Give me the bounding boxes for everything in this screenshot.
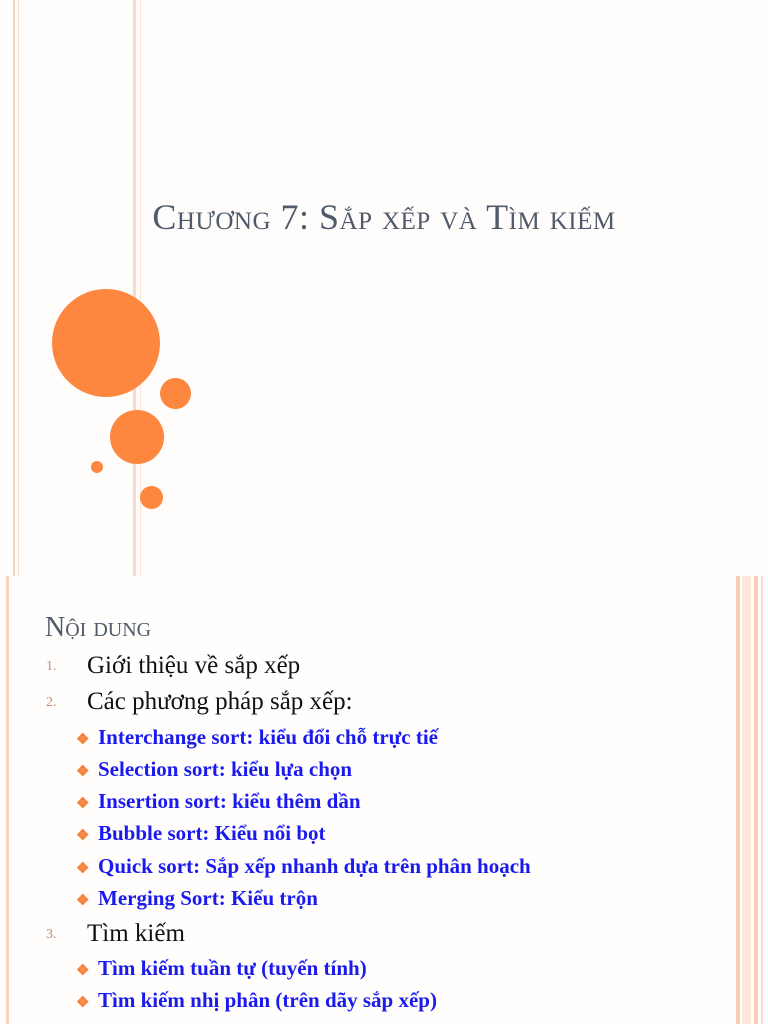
section-heading: Nội dung: [45, 612, 152, 643]
decorative-stripe: [761, 576, 763, 1024]
decorative-stripe: [140, 0, 141, 576]
list-item-label: Các phương pháp sắp xếp:: [87, 688, 353, 715]
decorative-stripe: [18, 0, 19, 576]
list-item: [46, 652, 300, 680]
list-item: [46, 688, 353, 716]
decorative-circle-large: [52, 289, 160, 397]
diamond-bullet-icon: ❖: [76, 795, 90, 812]
diamond-bullet-icon: ❖: [76, 994, 90, 1011]
sub-list-item: [76, 956, 367, 981]
decorative-stripe: [736, 576, 740, 1024]
decorative-circle: [160, 378, 191, 409]
slide-title: Chương 7: Sắp xếp và Tìm kiếm: [152, 197, 616, 237]
sub-list-item: [76, 886, 318, 911]
decorative-circle: [140, 486, 163, 509]
sub-list-item: [76, 988, 437, 1013]
decorative-stripe: [754, 576, 758, 1024]
list-item-label: Giới thiệu về sắp xếp: [87, 652, 301, 679]
sub-item-label: Quick sort: Sắp xếp nhanh dựa trên phân hoạch: [98, 854, 531, 878]
decorative-stripe: [13, 0, 15, 576]
diamond-bullet-icon: ❖: [76, 860, 90, 877]
diamond-bullet-icon: ❖: [76, 827, 90, 844]
decorative-stripe: [6, 576, 9, 1024]
diamond-bullet-icon: ❖: [76, 763, 90, 780]
decorative-circle: [91, 461, 103, 473]
diamond-bullet-icon: ❖: [76, 962, 90, 979]
sub-item-label: Interchange sort: kiểu đổi chỗ trực tiế: [98, 725, 438, 749]
sub-item-label: Tìm kiếm nhị phân (trên dãy sắp xếp): [98, 988, 437, 1012]
list-number: 1.: [46, 659, 57, 675]
decorative-circle: [110, 410, 164, 464]
sub-list-item: [76, 757, 352, 782]
list-item-label: Tìm kiếm: [87, 920, 185, 947]
diamond-bullet-icon: ❖: [76, 892, 90, 909]
sub-list-item: [76, 725, 438, 750]
decorative-stripe: [742, 576, 751, 1024]
decorative-stripe: [133, 0, 136, 576]
sub-item-label: Tìm kiếm tuần tự (tuyến tính): [98, 956, 367, 980]
sub-list-item: [76, 821, 326, 846]
sub-item-label: Merging Sort: Kiểu trộn: [98, 886, 318, 910]
list-item: [46, 920, 185, 948]
sub-list-item: [76, 789, 361, 814]
sub-item-label: Insertion sort: kiểu thêm dần: [98, 789, 361, 813]
sub-item-label: Selection sort: kiểu lựa chọn: [98, 757, 353, 781]
sub-list-item: [76, 854, 531, 879]
sub-item-label: Bubble sort: Kiểu nổi bọt: [98, 821, 326, 845]
list-number: 2.: [46, 695, 57, 711]
list-number: 3.: [46, 927, 57, 943]
diamond-bullet-icon: ❖: [76, 731, 90, 748]
